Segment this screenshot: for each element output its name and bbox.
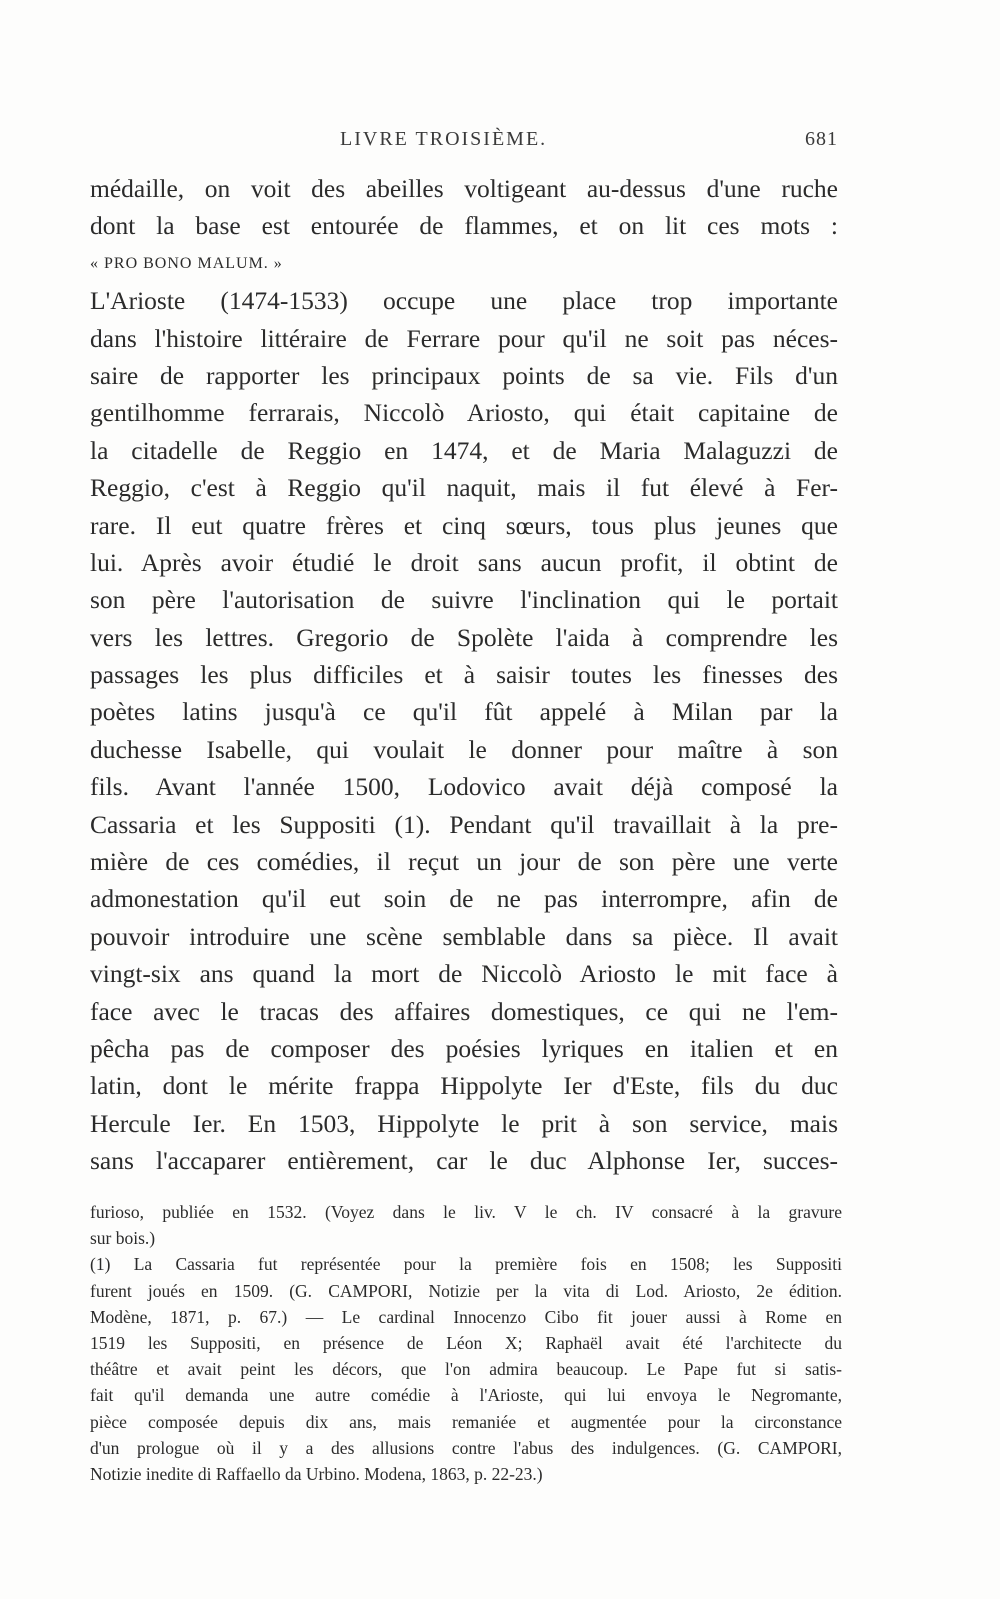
text-line: sans l'accaparer entièrement, car le duc Alphonse Ier, succes- xyxy=(90,1146,838,1176)
text-line: L'Arioste (1474-1533) occupe une place trop importante xyxy=(90,286,838,316)
footnote-line: furioso, publiée en 1532. (Voyez dans le liv. V le ch. IV consacré à la gravure xyxy=(90,1202,842,1222)
text-line: médaille, on voit des abeilles voltigeant au-dessus d'une ruche xyxy=(90,174,838,203)
text-line: Cassaria et les Suppositi (1). Pendant qu'il travaillait à la pre- xyxy=(90,809,838,839)
text-line: pouvoir introduire une scène semblable dans sa pièce. Il avait xyxy=(90,921,838,951)
text-line-motto: « PRO BONO MALUM. » xyxy=(90,254,283,272)
footnote-line: Modène, 1871, p. 67.) — Le cardinal Innocenzo Cibo fit jouer aussi à Rome en xyxy=(90,1306,842,1327)
text-line: dans l'histoire littéraire de Ferrare pour qu'il ne soit pas néces- xyxy=(90,323,838,353)
text-line: dont la base est entourée de flammes, et on lit ces mots : xyxy=(90,211,838,241)
text-line: rare. Il eut quatre frères et cinq sœurs, tous plus jeunes que xyxy=(90,510,838,540)
footnote-line: pièce composée depuis dix ans, mais remaniée et augmentée pour la circonstance xyxy=(90,1411,842,1432)
text-line: Reggio, c'est à Reggio qu'il naquit, mais il fut élevé à Fer- xyxy=(90,473,838,503)
text-line: admonestation qu'il eut soin de ne pas interrompre, afin de xyxy=(90,884,838,914)
text-line: vingt-six ans quand la mort de Niccolò Ariosto le mit face à xyxy=(90,959,838,989)
text-line: Hercule Ier. En 1503, Hippolyte le prit à son service, mais xyxy=(90,1108,838,1138)
text-line: son père l'autorisation de suivre l'inclination qui le portait xyxy=(90,585,838,615)
footnote-line: théâtre et avait peint les décors, que l'on admira beaucoup. Le Pape fut si satis- xyxy=(90,1359,842,1380)
text-line: passages les plus difficiles et à saisir toutes les finesses des xyxy=(90,660,838,690)
footnotes xyxy=(90,1199,842,1487)
footnote-line: furent joués en 1509. (G. CAMPORI, Notizie per la vita di Lod. Ariosto, 2e édition. xyxy=(90,1280,842,1301)
main-text xyxy=(90,170,838,1180)
running-head xyxy=(90,128,838,158)
text-line: face avec le tracas des affaires domestiques, ce qui ne l'em- xyxy=(90,996,838,1026)
footnote-line: (1) La Cassaria fut représentée pour la première fois en 1508; les Suppositi xyxy=(90,1254,842,1275)
text-line: fils. Avant l'année 1500, Lodovico avait déjà composé la xyxy=(90,772,838,802)
text-line: vers les lettres. Gregorio de Spolète l'aida à comprendre les xyxy=(90,622,838,652)
text-line: pêcha pas de composer des poésies lyriques en italien et en xyxy=(90,1033,838,1063)
text-line: mière de ces comédies, il reçut un jour de son père une verte xyxy=(90,847,838,877)
footnote-line: Notizie inedite di Raffaello da Urbino. Modena, 1863, p. 22-23.) xyxy=(90,1463,543,1484)
running-head-title: LIVRE TROISIÈME. xyxy=(340,128,548,150)
text-line: poètes latins jusqu'à ce qu'il fût appelé à Milan par la xyxy=(90,697,838,727)
footnote-line: 1519 les Suppositi, en présence de Léon X; Raphaël avait été l'architecte du xyxy=(90,1332,842,1353)
text-line: la citadelle de Reggio en 1474, et de Maria Malaguzzi de xyxy=(90,435,838,465)
text-line: latin, dont le mérite frappa Hippolyte Ier d'Este, fils du duc xyxy=(90,1071,838,1101)
page-number: 681 xyxy=(805,128,838,150)
footnote-line: fait qu'il demanda une autre comédie à l'Arioste, qui lui envoya le Negromante, xyxy=(90,1385,842,1406)
text-line: gentilhomme ferrarais, Niccolò Ariosto, qui était capitaine de xyxy=(90,398,838,428)
text-line: duchesse Isabelle, qui voulait le donner pour maître à son xyxy=(90,734,838,764)
text-line: lui. Après avoir étudié le droit sans aucun profit, il obtint de xyxy=(90,547,838,577)
text-line: saire de rapporter les principaux points de sa vie. Fils d'un xyxy=(90,360,838,390)
footnote-line: sur bois.) xyxy=(90,1228,156,1249)
footnote-line: d'un prologue où il y a des allusions contre l'abus des indulgences. (G. CAMPORI, xyxy=(90,1437,842,1458)
